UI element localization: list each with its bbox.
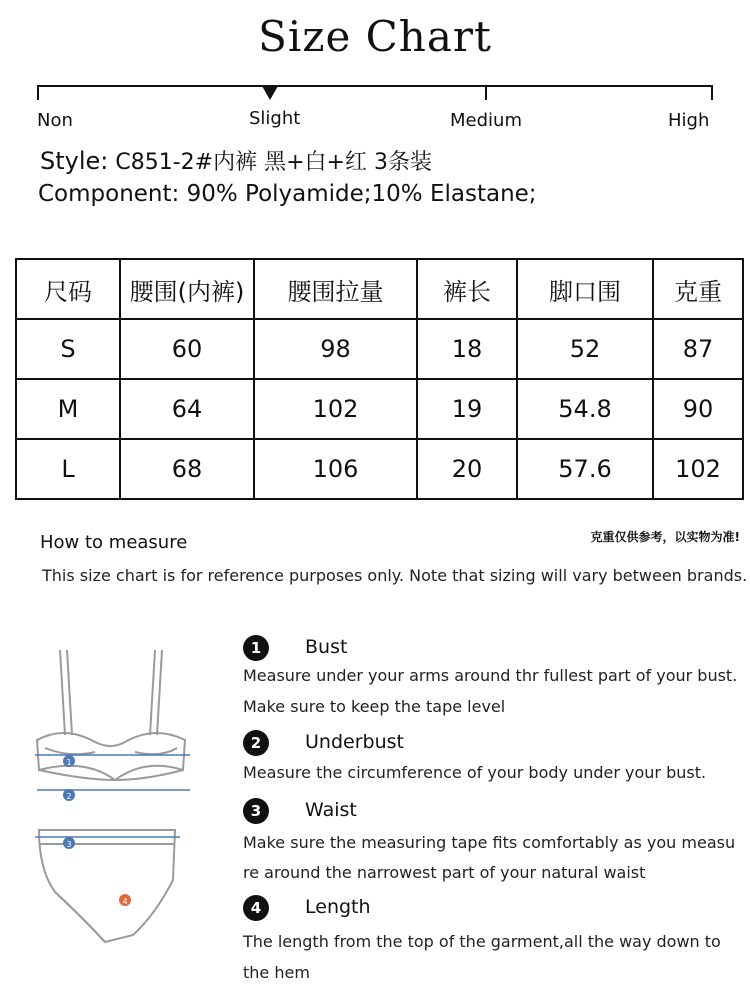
figure-marker-label: 1	[66, 758, 72, 767]
measure-item-text: re around the narrowest part of your natural waist	[243, 863, 646, 882]
measure-item-text: Make sure to keep the tape level	[243, 697, 506, 716]
table-header-row	[16, 259, 743, 319]
style-line	[40, 145, 432, 176]
number-1-icon: 1	[243, 635, 269, 661]
number-4-icon: 4	[243, 895, 269, 921]
table-row	[16, 319, 743, 379]
bra-illustration	[37, 650, 185, 780]
measure-item-text: Measure the circumference of your body under your bust.	[243, 763, 707, 782]
stretch-level-slight: Slight	[249, 108, 301, 129]
component-line: Component: 90% Polyamide;10% Elastane;	[38, 181, 537, 207]
stretch-level-non: Non	[37, 110, 73, 131]
number-2-icon: 2	[243, 730, 269, 756]
table-cell: 54.8	[517, 379, 653, 439]
table-cell: 102	[254, 379, 417, 439]
table-cell: 102	[653, 439, 743, 499]
size-table	[15, 258, 744, 500]
measure-item-text: the hem	[243, 963, 310, 982]
table-cell: 98	[254, 319, 417, 379]
table-cell: S	[16, 319, 120, 379]
garment-measure-figure	[25, 630, 215, 960]
table-cell: 57.6	[517, 439, 653, 499]
table-cell: 106	[254, 439, 417, 499]
table-cell: M	[16, 379, 120, 439]
header-length: 裤长	[417, 259, 517, 319]
page-title: Size Chart	[258, 12, 492, 61]
how-to-measure-title: How to measure	[40, 532, 188, 553]
figure-marker-label: 4	[122, 897, 128, 906]
header-leg-opening: 脚口围	[517, 259, 653, 319]
measure-item-text: The length from the top of the garment,all the way down to	[243, 932, 721, 951]
stretch-scale	[0, 80, 750, 140]
header-waist: 腰围(内裤)	[120, 259, 254, 319]
header-size: 尺码	[16, 259, 120, 319]
table-cell: 60	[120, 319, 254, 379]
figure-marker-label: 3	[66, 840, 72, 849]
briefs-illustration	[39, 830, 175, 942]
table-cell: 52	[517, 319, 653, 379]
stretch-level-medium: Medium	[450, 110, 522, 131]
table-cell: 90	[653, 379, 743, 439]
measure-item-name: Waist	[305, 799, 357, 821]
weight-note: 克重仅供参考，以实物为准!	[590, 530, 740, 544]
measure-item-name: Length	[305, 896, 371, 918]
table-row	[16, 379, 743, 439]
table-cell: 68	[120, 439, 254, 499]
measure-item-name: Underbust	[305, 731, 404, 753]
measure-item-text: Measure under your arms around thr fullest part of your bust.	[243, 666, 738, 685]
style-value: C851-2#内裤 黑+白+红 3条装	[115, 150, 432, 175]
table-cell: 18	[417, 319, 517, 379]
stretch-selected-marker	[262, 86, 278, 100]
table-row	[16, 439, 743, 499]
table-cell: 19	[417, 379, 517, 439]
figure-marker-label: 2	[66, 792, 72, 801]
measure-item-text: Make sure the measuring tape fits comfortably as you measu	[243, 833, 736, 852]
measure-item-name: Bust	[305, 636, 348, 658]
table-cell: L	[16, 439, 120, 499]
number-3-icon: 3	[243, 798, 269, 824]
style-label: Style:	[40, 147, 109, 175]
stretch-level-high: High	[668, 110, 710, 131]
reference-note: This size chart is for reference purposes only. Note that sizing will vary between brands.	[42, 566, 748, 585]
header-waist-stretch: 腰围拉量	[254, 259, 417, 319]
table-cell: 20	[417, 439, 517, 499]
table-cell: 87	[653, 319, 743, 379]
stretch-scale-bar	[0, 80, 750, 110]
header-weight: 克重	[653, 259, 743, 319]
table-cell: 64	[120, 379, 254, 439]
